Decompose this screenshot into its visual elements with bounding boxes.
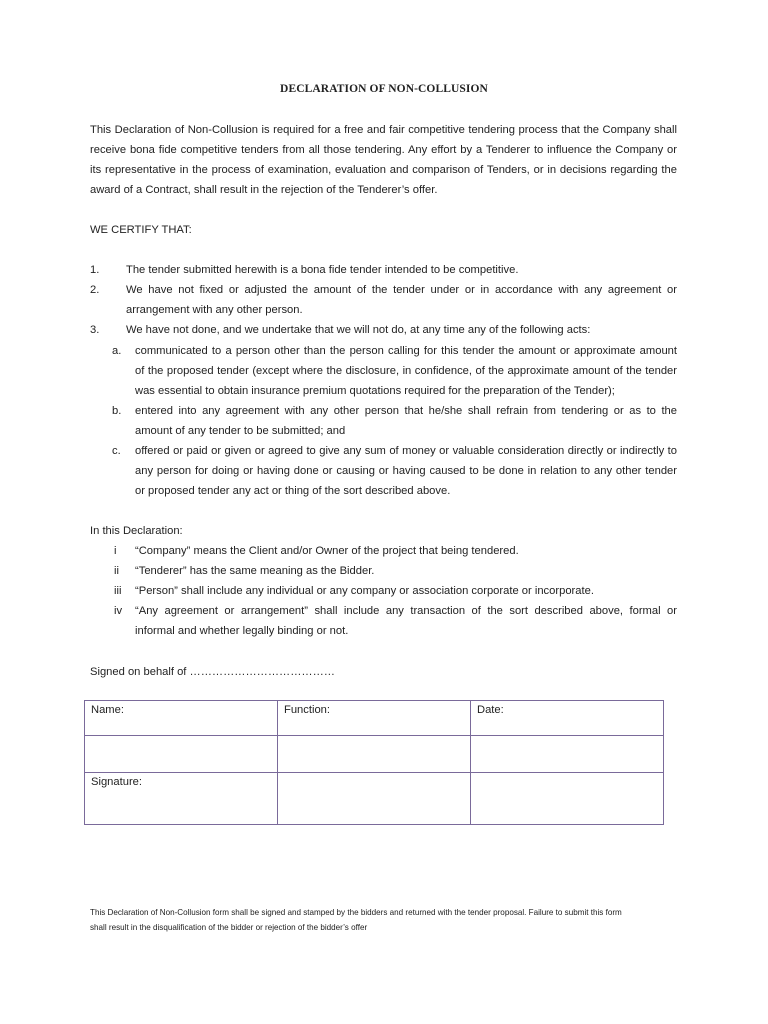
signature-extra-cell[interactable] xyxy=(471,772,664,824)
sub-item-text: any person for doing or having done or causing or having caused to be done in relation to any other tender xyxy=(135,465,677,477)
sub-item-letter: b. xyxy=(112,405,122,417)
definition-text: “Any agreement or arrangement” shall include any transaction of the sort described above, formal or xyxy=(135,605,677,617)
list-number: 3. xyxy=(90,324,100,336)
signature-table xyxy=(84,700,664,825)
intro-line: award of a Contract, shall result in the rejection of the Tenderer’s offer. xyxy=(90,184,438,196)
sub-item-text: or proposed tender any act or thing of the sort described above. xyxy=(135,485,451,497)
list-item-text: The tender submitted herewith is a bona fide tender intended to be competitive. xyxy=(126,264,519,276)
date-label: Date: xyxy=(477,704,504,716)
definition-text: “Tenderer” has the same meaning as the Bidder. xyxy=(135,565,375,577)
function-cell[interactable] xyxy=(278,701,471,736)
function-label: Function: xyxy=(284,704,331,716)
definitions-heading: In this Declaration: xyxy=(90,525,183,537)
certify-heading: WE CERTIFY THAT: xyxy=(90,224,192,236)
signature-cell[interactable] xyxy=(85,772,278,824)
definition-number: ii xyxy=(114,565,119,577)
intro-line: receive bona fide competitive tenders from all those tendering. Any effort by a Tenderer to influence the Company or xyxy=(90,144,677,156)
definition-text: “Company” means the Client and/or Owner of the project that being tendered. xyxy=(135,545,519,557)
list-number: 2. xyxy=(90,284,100,296)
sub-item-text: offered or paid or given or agreed to give any sum of money or valuable consideration directly or indirectly to xyxy=(135,445,677,457)
definition-number: iv xyxy=(114,605,123,617)
sub-item-text: entered into any agreement with any other person that he/she shall refrain from tendering or as to the xyxy=(135,405,677,417)
signed-on-behalf: Signed on behalf of ………………………………… xyxy=(90,666,335,678)
sub-item-letter: a. xyxy=(112,345,122,357)
sub-item-text: communicated to a person other than the person calling for this tender the amount or approximate amount xyxy=(135,345,677,357)
sub-item-text: amount of any tender to be submitted; and xyxy=(135,425,346,437)
list-item-text: arrangement with any other person. xyxy=(126,304,303,316)
function-value-cell[interactable] xyxy=(278,736,471,772)
list-number: 1. xyxy=(90,264,100,276)
sub-item-text: was essential to obtain insurance premium quotations required for the preparation of the Tender); xyxy=(135,385,615,397)
list-item-text: We have not done, and we undertake that we will not do, at any time any of the following acts: xyxy=(126,324,591,336)
date-cell[interactable] xyxy=(471,701,664,736)
definition-number: i xyxy=(114,545,117,557)
definition-text: informal and whether legally binding or not. xyxy=(135,625,349,637)
page-title: DECLARATION OF NON-COLLUSION xyxy=(280,83,488,95)
signature-extra-cell[interactable] xyxy=(278,772,471,824)
signature-label: Signature: xyxy=(91,775,142,788)
name-label: Name: xyxy=(91,704,124,716)
name-value-cell[interactable] xyxy=(85,736,278,772)
sub-item-text: of the proposed tender (except where the disclosure, in confidence, of the approximate amount of the tender xyxy=(135,365,677,377)
date-value-cell[interactable] xyxy=(471,736,664,772)
name-cell[interactable] xyxy=(85,701,278,736)
intro-line: This Declaration of Non-Collusion is required for a free and fair competitive tendering process that the Company shall xyxy=(90,124,677,136)
definition-text: “Person” shall include any individual or any company or association corporate or incorporate. xyxy=(135,585,594,597)
intro-line: its representative in the process of examination, evaluation and comparison of Tenders, or in decisions regarding the xyxy=(90,164,677,176)
definition-number: iii xyxy=(114,585,122,597)
footer-line: This Declaration of Non-Collusion form shall be signed and stamped by the bidders and returned with the tender proposal. Failure to submit this form xyxy=(90,908,622,917)
list-item-text: We have not fixed or adjusted the amount of the tender under or in accordance with any agreement or xyxy=(126,284,677,296)
footer-line: shall result in the disqualification of the bidder or rejection of the bidder’s offer xyxy=(90,923,368,932)
sub-item-letter: c. xyxy=(112,445,121,457)
footer-note xyxy=(90,905,680,935)
